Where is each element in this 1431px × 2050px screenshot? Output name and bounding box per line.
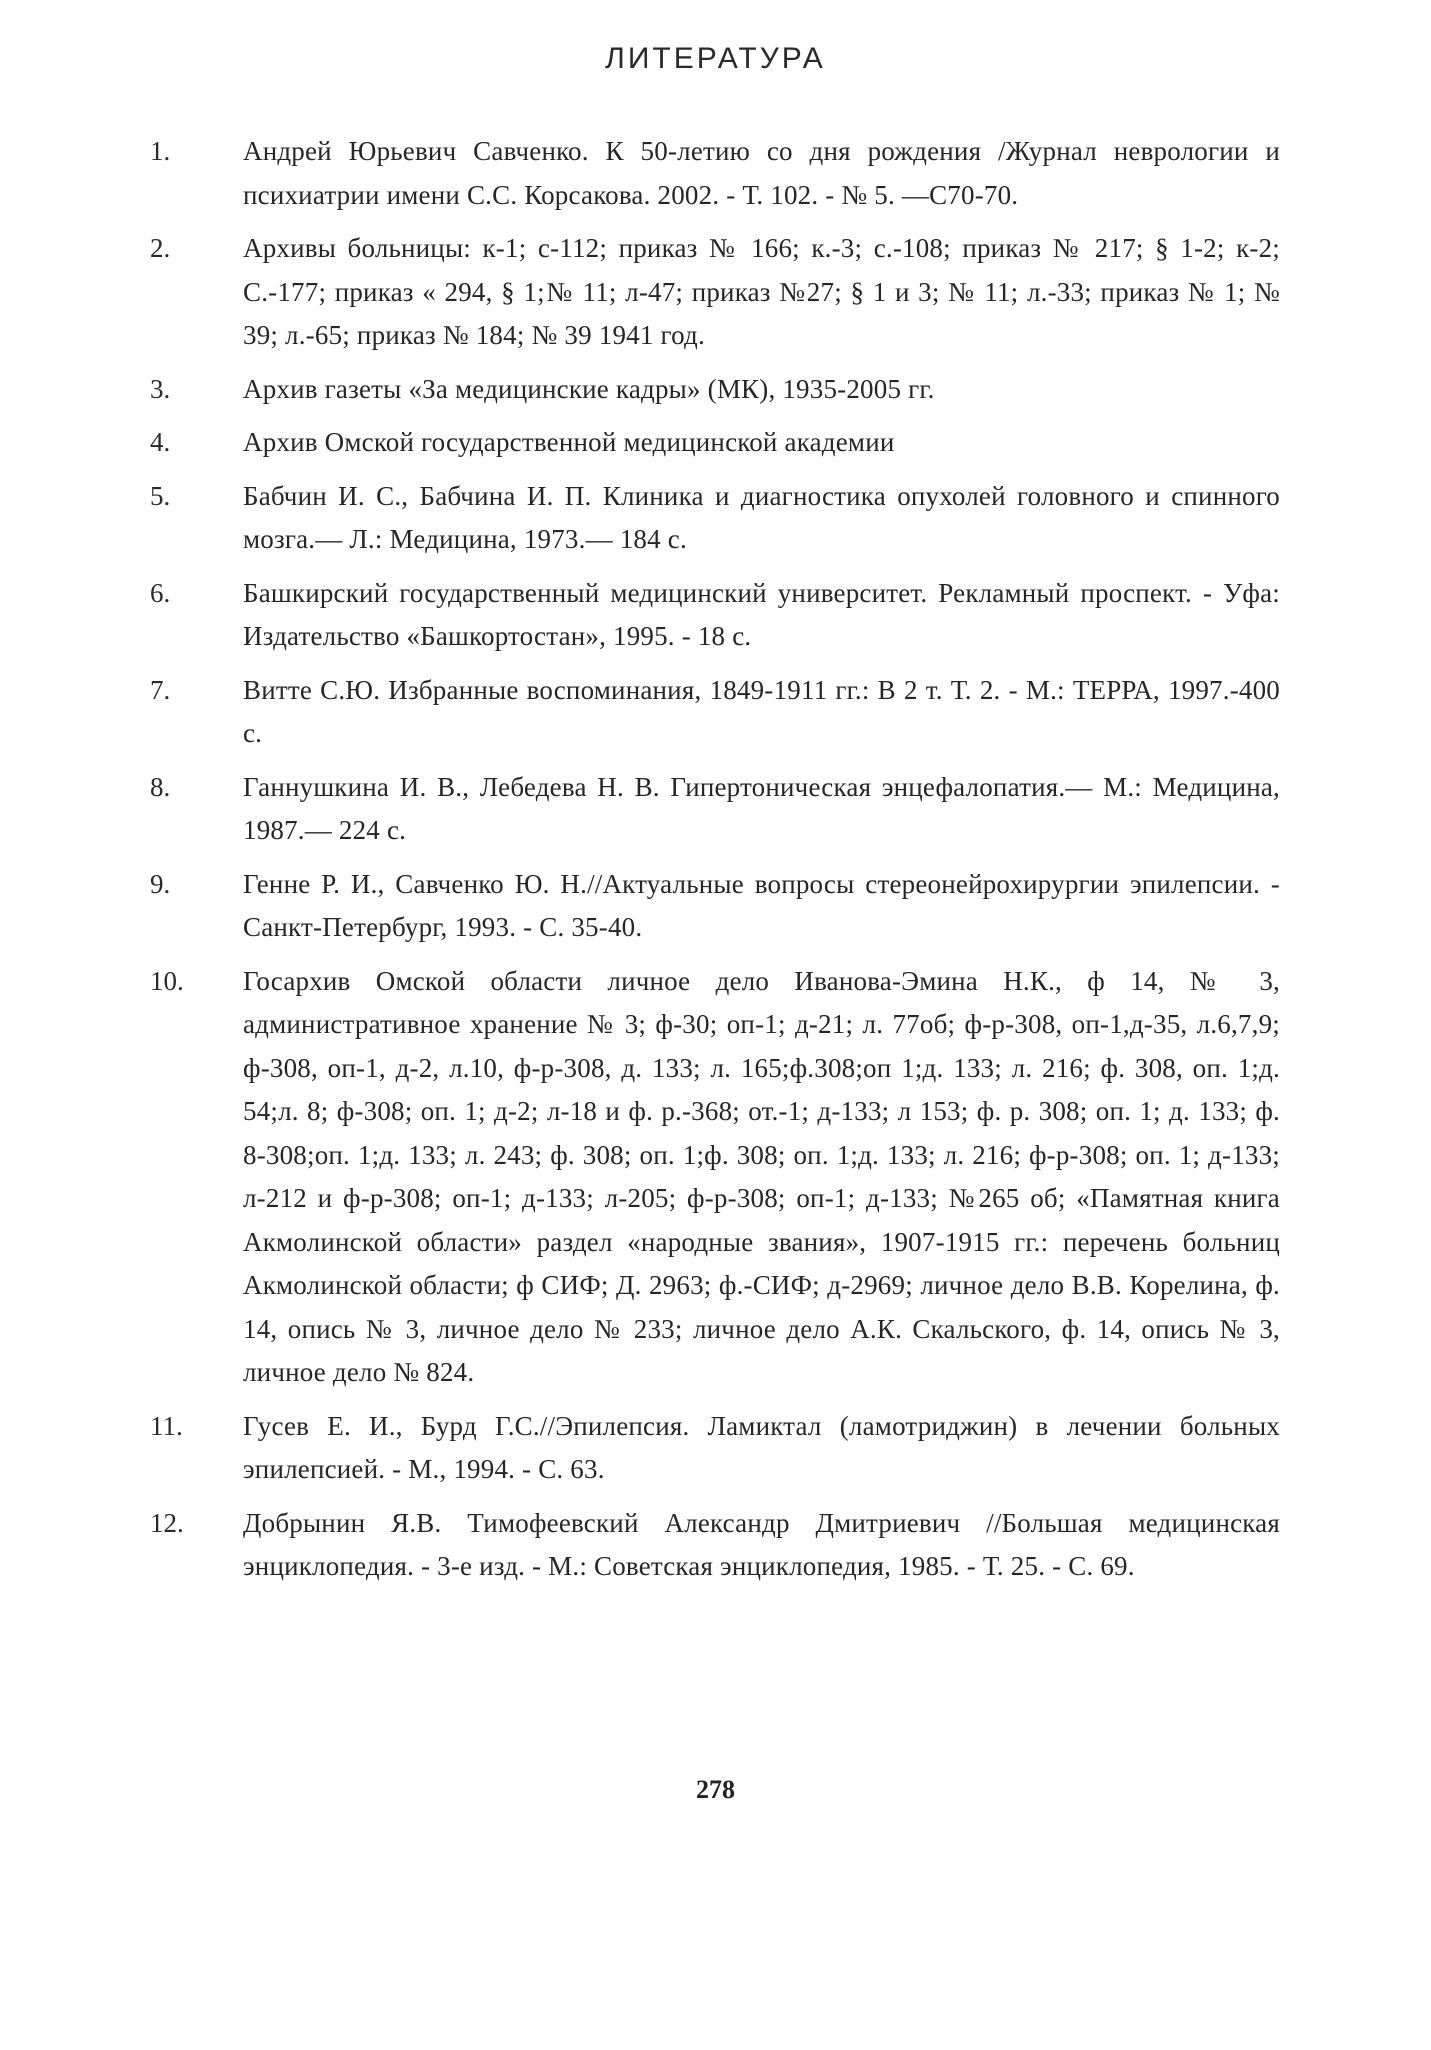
reference-number: 12.: [150, 1507, 184, 1538]
reference-number: 7.: [150, 674, 171, 705]
reference-item: [150, 572, 1280, 659]
reference-number: 9.: [150, 868, 171, 899]
reference-text: Бабчин И. С., Бабчина И. П. Клиника и диагностика опухолей головного и спинного мозга.— Л.: Медицина, 1973.— 184 с.: [243, 480, 1280, 554]
reference-number: 8.: [150, 771, 171, 802]
reference-item: [150, 1502, 1280, 1589]
reference-item: [150, 960, 1280, 1395]
reference-item: [150, 130, 1280, 217]
reference-text: Добрынин Я.В. Тимофеевский Александр Дмитриевич //Большая медицинская энциклопедия. - 3-е изд. - М.: Советская энциклопедия, 1985. - Т. 25. - С. 69.: [243, 1507, 1280, 1581]
reference-item: [150, 1405, 1280, 1492]
reference-item: [150, 368, 1280, 412]
reference-number: 10.: [150, 965, 184, 996]
reference-text: Архив Омской государственной медицинской академии: [243, 427, 895, 457]
reference-item: [150, 475, 1280, 562]
reference-number: 2.: [150, 233, 171, 263]
reference-text: Генне Р. И., Савченко Ю. Н.//Актуальные вопросы стереонейрохирургии эпилепсии. - Санкт-Петербург, 1993. - С. 35-40.: [243, 868, 1280, 942]
reference-item: [150, 421, 1280, 465]
reference-text: Андрей Юрьевич Савченко. К 50-летию со дня рождения /Журнал неврологии и психиатрии имени С.С. Корсакова. 2002. - Т. 102. - № 5. —С70-70.: [243, 136, 1280, 210]
page-number: 278: [696, 1775, 735, 1804]
reference-number: 5.: [150, 480, 171, 511]
reference-text: Витте С.Ю. Избранные воспоминания, 1849-1911 гг.: В 2 т. Т. 2. - М.: ТЕРРА, 1997.-400 с.: [243, 674, 1280, 748]
reference-number: 3.: [150, 373, 171, 404]
reference-item: [150, 227, 1280, 358]
reference-list: [150, 130, 1280, 1599]
reference-number: 11.: [150, 1410, 183, 1441]
reference-text: Ганнушкина И. В., Лебедева Н. В. Гипертоническая энцефалопатия.— М.: Медицина, 1987.— 224 с.: [243, 771, 1280, 845]
reference-text: Госархив Омской области личное дело Иванова-Эмина Н.К., ф 14, № 3, административное хранение № 3; ф-30; оп-1; д-21; л. 77об; ф-р-308, оп-1,д-35, л.6,7,9; ф-308, оп-1, д-2, л.10, ф-р-308, д. 133; л. 165;ф.308;оп 1;д. 133; л. 216; ф. 308, оп. 1;д. 54;л. 8; ф-308; оп. 1; д-2; л-18 и ф. р.-368; от.-1; д-133; л 153; ф. р. 308; оп. 1; д. 133; ф. 8-308;оп. 1;д. 133; л. 243; ф. 308; оп. 1;ф. 308; оп. 1;д. 133; л. 216; ф-р-308; оп. 1; д-133; л-212 и ф-р-308; оп-1; д-133; л-205; ф-р-308; оп-1; д-133; №265 об; «Памятная книга Акмолинской области» раздел «народные звания», 1907-1915 гг.: перечень больниц Акмолинской области; ф СИФ; Д. 2963; ф.-СИФ; д-2969; личное дело В.В. Корелина, ф. 14, опись № 3, личное дело № 233; личное дело А.К. Скальского, ф. 14, опись № 3, личное дело № 824.: [243, 965, 1280, 1387]
reference-item: [150, 863, 1280, 950]
reference-text: Архив газеты «За медицинские кадры» (МК), 1935-2005 гг.: [243, 373, 935, 404]
reference-number: 1.: [150, 136, 171, 166]
reference-item: [150, 669, 1280, 756]
reference-text: Гусев Е. И., Бурд Г.С.//Эпилепсия. Ламиктал (ламотриджин) в лечении больных эпилепсией. - М., 1994. - С. 63.: [243, 1410, 1280, 1484]
reference-text: Башкирский государственный медицинский университет. Рекламный проспект. - Уфа: Издательство «Башкортостан», 1995. - 18 с.: [243, 577, 1280, 651]
page-heading: ЛИТЕРАТУРА: [605, 42, 826, 75]
reference-item: [150, 766, 1280, 853]
reference-text: Архивы больницы: к-1; с-112; приказ № 166; к.-3; с.-108; приказ № 217; § 1-2; к-2; С.-177; приказ « 294, § 1;№ 11; л-47; приказ №27; § 1 и 3; № 11; л.-33; приказ № 1; № 39; л.-65; приказ № 184; № 39 1941 год.: [243, 233, 1280, 350]
reference-number: 6.: [150, 577, 171, 608]
reference-number: 4.: [150, 427, 171, 457]
